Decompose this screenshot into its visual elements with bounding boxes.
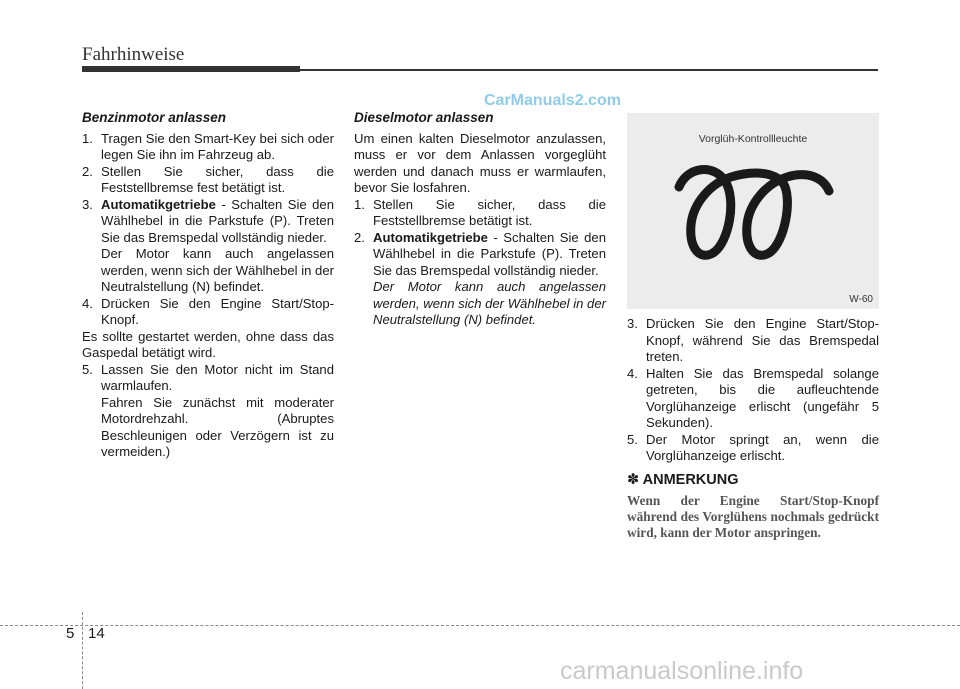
diesel-step-3 — [627, 316, 879, 366]
step-number: 2. — [82, 163, 93, 179]
petrol-step-3-note: Der Motor kann auch angelassen werden, wenn sich der Wählhebel in der Neutralstellung (N) befindet. — [101, 246, 334, 294]
step-number: 3. — [82, 196, 93, 212]
step-text — [101, 197, 334, 247]
diesel-step-2 — [354, 230, 606, 280]
diesel-step-2-note: Der Motor kann auch angelassen werden, wenn sich der Wählhebel in der Neutralstellung (N) befindet. — [373, 279, 606, 327]
step-number: 5. — [627, 431, 638, 447]
header-rule-thin — [300, 69, 878, 71]
figure-code: W-60 — [849, 294, 873, 305]
watermark-bottom: carmanualsonline.info — [560, 657, 804, 685]
step-number: 2. — [354, 229, 365, 245]
glow-indicator-figure — [627, 113, 879, 309]
diesel-title: Dieselmotor anlassen — [354, 110, 494, 125]
step-rest: - Schalten Sie den Wählhebel in die Parkstufe (P). Treten Sie das Bremspedal vollständig nieder. — [101, 196, 334, 245]
petrol-title: Benzinmotor anlassen — [82, 110, 227, 125]
diesel-step-1 — [354, 197, 606, 230]
glow-plug-indicator-icon — [667, 161, 839, 285]
petrol-step-2 — [82, 164, 334, 197]
diesel-step-4 — [627, 366, 879, 432]
note-body: Wenn der Engine Start/Stop-Knopf während des Vorglühens nochmals gedrückt wird, kann der Motor anspringen. — [627, 493, 879, 540]
petrol-step-1 — [82, 131, 334, 164]
step-text: Stellen Sie sicher, dass die Feststellbremse fest betätigt ist. — [101, 163, 334, 195]
step-number: 4. — [82, 295, 93, 311]
watermark-top: CarManuals2.com — [484, 92, 621, 109]
diesel-section-continued — [627, 316, 879, 465]
step-text: Drücken Sie den Engine Start/Stop-Knopf. — [101, 295, 334, 327]
petrol-paragraph: Es sollte gestartet werden, ohne dass das Gaspedal betätigt wird. — [82, 328, 334, 360]
header-rule-thick — [82, 66, 300, 72]
page-number: 14 — [88, 625, 105, 642]
footer-rule — [0, 625, 960, 626]
step-text: Lassen Sie den Motor nicht im Stand warmlaufen. — [101, 361, 334, 393]
step-text: Tragen Sie den Smart-Key bei sich oder legen Sie ihn im Fahrzeug ab. — [101, 130, 334, 162]
petrol-step-3 — [82, 197, 334, 247]
page-chapter: 5 — [66, 625, 75, 642]
diesel-section — [354, 110, 606, 329]
page-header-title: Fahrhinweise — [82, 44, 185, 65]
step-number: 1. — [354, 196, 365, 212]
step-text — [373, 230, 606, 280]
petrol-section — [82, 110, 334, 461]
step-text: Drücken Sie den Engine Start/Stop-Knopf, während Sie das Bremspedal treten. — [646, 316, 879, 364]
footer-vertical-rule — [82, 612, 83, 689]
diesel-step-5 — [627, 432, 879, 465]
step-number: 1. — [82, 130, 93, 146]
step-number: 5. — [82, 361, 93, 377]
petrol-step-4 — [82, 296, 334, 329]
petrol-step-5 — [82, 362, 334, 395]
step-bold-label: Automatikgetriebe — [101, 196, 216, 212]
step-text: Halten Sie das Bremspedal solange getreten, bis die aufleuchtende Vorglühanzeige erlischt (ungefähr 5 Sekunden). — [646, 365, 879, 430]
step-number: 4. — [627, 365, 638, 381]
diesel-intro: Um einen kalten Dieselmotor anzulassen, muss er vor dem Anlassen vorgeglüht werden und danach muss er warmlaufen, bevor Sie losfahren. — [354, 130, 606, 195]
petrol-step-5-note: Fahren Sie zunächst mit moderater Motordrehzahl. (Abruptes Beschleunigen oder Verzögern ist zu vermeiden.) — [101, 394, 334, 459]
figure-caption: Vorglüh-Kontrollleuchte — [698, 133, 808, 145]
step-bold-label: Automatikgetriebe — [373, 229, 488, 245]
step-number: 3. — [627, 316, 638, 331]
step-text: Stellen Sie sicher, dass die Feststellbremse betätigt ist. — [373, 196, 606, 228]
step-rest: - Schalten Sie den Wählhebel in die Parkstufe (P). Treten Sie das Bremspedal vollständig nieder. — [373, 229, 606, 278]
note-title: ✽ ANMERKUNG — [627, 472, 739, 488]
step-text: Der Motor springt an, wenn die Vorglühanzeige erlischt. — [646, 431, 879, 463]
